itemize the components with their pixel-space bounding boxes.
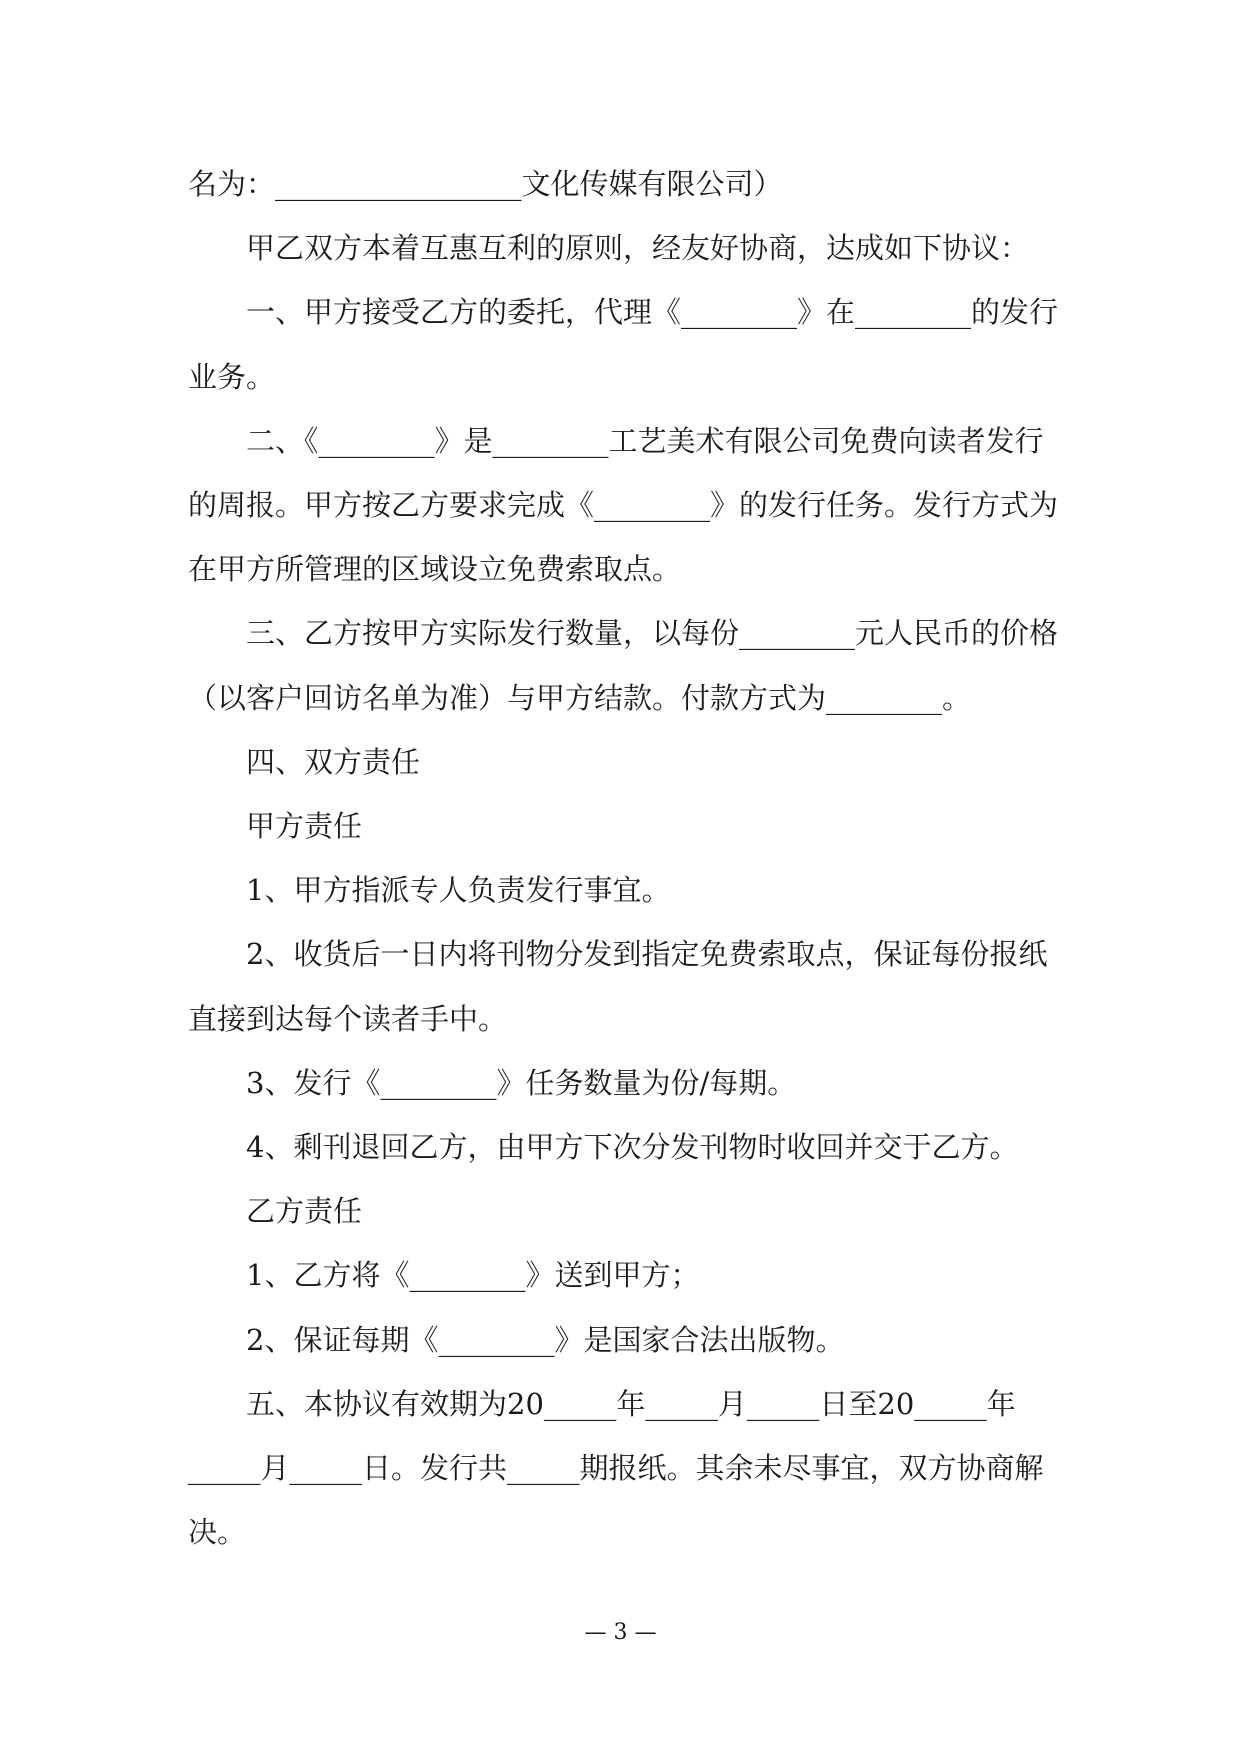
paragraph-clause-2: 二、《________》是________工艺美术有限公司免费向读者发行的周报。甲方按乙方要求完成《________》的发行任务。发行方式为在甲方所管理的区域设立免费索取点。 <box>188 423 1059 587</box>
paragraph-clause-1: 一、甲方接受乙方的委托，代理《________》在________的发行业务。 <box>188 295 1059 394</box>
paragraph-party-b-heading: 乙方责任 <box>246 1194 363 1229</box>
paragraph-clause-5: 五、本协议有效期为20_____年_____月_____日至20_____年_____月_____日。发行共_____期报纸。其余未尽事宜，双方协商解决。 <box>188 1386 1044 1550</box>
paragraph-clause-3: 三、乙方按甲方实际发行数量，以每份________元人民币的价格（以客户回访名单为准）与甲方结款。付款方式为________。 <box>188 616 1059 715</box>
paragraph-party-a-item-1: 1、甲方指派专人负责发行事宜。 <box>246 873 671 908</box>
paragraph-party-b-item-1: 1、乙方将《________》送到甲方； <box>246 1258 700 1293</box>
paragraph-party-a-item-4: 4、剩刊退回乙方，由甲方下次分发刊物时收回并交于乙方。 <box>246 1130 1019 1165</box>
paragraph-party-a-heading: 甲方责任 <box>246 809 363 844</box>
paragraph-party-a-item-2: 2、收货后一日内将刊物分发到指定免费索取点，保证每份报纸直接到达每个读者手中。 <box>188 937 1048 1036</box>
paragraph-party-a-item-3: 3、发行《________》任务数量为份/每期。 <box>246 1065 797 1100</box>
paragraph-party-b-item-2: 2、保证每期《________》是国家合法出版物。 <box>246 1322 845 1357</box>
paragraph-preamble: 甲乙双方本着互惠互利的原则，经友好协商，达成如下协议： <box>246 231 1030 266</box>
paragraph-company-name: 名为：_________________文化传媒有限公司） <box>188 167 783 201</box>
document-body <box>188 152 1058 1564</box>
paragraph-clause-4-heading: 四、双方责任 <box>246 744 421 779</box>
page-number: — 3 — <box>584 1620 657 1645</box>
